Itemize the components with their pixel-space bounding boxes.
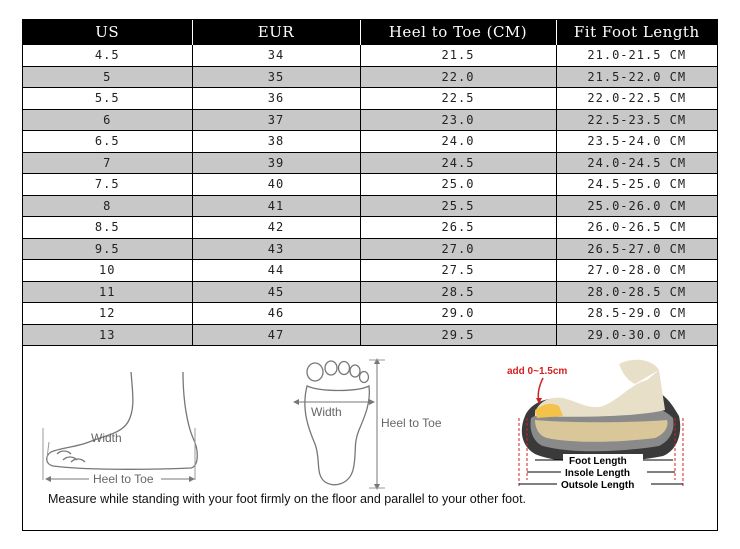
table-row: [23, 66, 717, 88]
cell-fit-foot-length: 24.5-25.0 CM: [556, 174, 717, 196]
cell-fit-foot-length: 27.0-28.0 CM: [556, 260, 717, 282]
cell-heel-to-toe: 28.5: [360, 281, 556, 303]
cell-fit-foot-length: 21.5-22.0 CM: [556, 66, 717, 88]
side-arrowhead-left: [45, 476, 51, 482]
cell-us: 7.5: [23, 174, 192, 196]
cell-fit-foot-length: 23.5-24.0 CM: [556, 131, 717, 153]
table-body: [23, 45, 717, 346]
table-row: [23, 324, 717, 346]
cell-eur: 40: [192, 174, 360, 196]
cell-eur: 43: [192, 238, 360, 260]
cell-us: 11: [23, 281, 192, 303]
table-row: [23, 88, 717, 110]
header-heel-to-toe: Heel to Toe (CM): [360, 20, 556, 45]
cell-us: 10: [23, 260, 192, 282]
cell-us: 8: [23, 195, 192, 217]
measurement-illustrations: [23, 350, 717, 490]
cell-eur: 47: [192, 324, 360, 346]
cell-eur: 39: [192, 152, 360, 174]
cell-fit-foot-length: 26.0-26.5 CM: [556, 217, 717, 239]
cell-fit-foot-length: 25.0-26.0 CM: [556, 195, 717, 217]
sole-heel-arrow-bottom: [374, 484, 380, 490]
table-row: [23, 45, 717, 67]
cell-heel-to-toe: 25.0: [360, 174, 556, 196]
sole-foot-illustration: [305, 361, 370, 485]
side-width-label: Width: [91, 431, 122, 445]
cell-heel-to-toe: 22.5: [360, 88, 556, 110]
cell-eur: 35: [192, 66, 360, 88]
cell-heel-to-toe: 24.5: [360, 152, 556, 174]
cell-heel-to-toe: 25.5: [360, 195, 556, 217]
cell-fit-foot-length: 22.0-22.5 CM: [556, 88, 717, 110]
table-header-row: [23, 20, 717, 45]
cell-us: 9.5: [23, 238, 192, 260]
cell-us: 4.5: [23, 45, 192, 67]
cell-fit-foot-length: 26.5-27.0 CM: [556, 238, 717, 260]
cell-us: 8.5: [23, 217, 192, 239]
size-chart-frame: [22, 19, 718, 531]
table-row: [23, 281, 717, 303]
cell-eur: 36: [192, 88, 360, 110]
cell-us: 5: [23, 66, 192, 88]
sole-heel-label: Heel to Toe: [381, 416, 442, 430]
cell-heel-to-toe: 21.5: [360, 45, 556, 67]
table-row: [23, 217, 717, 239]
table-row: [23, 131, 717, 153]
side-foot-illustration: [47, 372, 198, 469]
header-us: US: [23, 20, 192, 45]
size-table: [23, 20, 717, 346]
cell-eur: 37: [192, 109, 360, 131]
cell-fit-foot-length: 22.5-23.5 CM: [556, 109, 717, 131]
cell-heel-to-toe: 24.0: [360, 131, 556, 153]
table-row: [23, 303, 717, 325]
cell-us: 6: [23, 109, 192, 131]
header-fit-foot-length: Fit Foot Length: [556, 20, 717, 45]
cell-fit-foot-length: 24.0-24.5 CM: [556, 152, 717, 174]
table-row: [23, 109, 717, 131]
cell-heel-to-toe: 29.0: [360, 303, 556, 325]
cell-heel-to-toe: 23.0: [360, 109, 556, 131]
cell-heel-to-toe: 26.5: [360, 217, 556, 239]
cell-eur: 34: [192, 45, 360, 67]
cell-us: 13: [23, 324, 192, 346]
cell-heel-to-toe: 27.5: [360, 260, 556, 282]
cell-eur: 41: [192, 195, 360, 217]
cell-fit-foot-length: 28.0-28.5 CM: [556, 281, 717, 303]
side-heel-label: Heel to Toe: [93, 472, 154, 486]
measure-instruction-note: Measure while standing with your foot firmly on the floor and parallel to your other foot.: [48, 492, 527, 506]
cell-fit-foot-length: 28.5-29.0 CM: [556, 303, 717, 325]
table-row: [23, 195, 717, 217]
header-eur: EUR: [192, 20, 360, 45]
cell-heel-to-toe: 22.0: [360, 66, 556, 88]
table-row: [23, 152, 717, 174]
cell-us: 12: [23, 303, 192, 325]
cell-eur: 42: [192, 217, 360, 239]
sole-width-label: Width: [311, 405, 342, 419]
cell-us: 5.5: [23, 88, 192, 110]
sole-width-arrow-left: [293, 399, 299, 405]
cell-us: 6.5: [23, 131, 192, 153]
table-row: [23, 238, 717, 260]
cell-eur: 45: [192, 281, 360, 303]
side-arrowhead-right: [189, 476, 195, 482]
cell-eur: 46: [192, 303, 360, 325]
table-row: [23, 260, 717, 282]
shoe-foot-length-label: Foot Length: [569, 456, 627, 467]
cell-heel-to-toe: 27.0: [360, 238, 556, 260]
cell-heel-to-toe: 29.5: [360, 324, 556, 346]
cell-eur: 44: [192, 260, 360, 282]
sole-heel-arrow-top: [374, 358, 380, 364]
cell-us: 7: [23, 152, 192, 174]
table-row: [23, 174, 717, 196]
shoe-add-label: add 0~1.5cm: [507, 366, 568, 377]
shoe-outsole-length-label: Outsole Length: [561, 480, 635, 490]
shoe-insole-length-label: Insole Length: [565, 468, 630, 479]
sole-width-arrow-right: [369, 399, 375, 405]
cell-fit-foot-length: 21.0-21.5 CM: [556, 45, 717, 67]
cell-eur: 38: [192, 131, 360, 153]
cell-fit-foot-length: 29.0-30.0 CM: [556, 324, 717, 346]
